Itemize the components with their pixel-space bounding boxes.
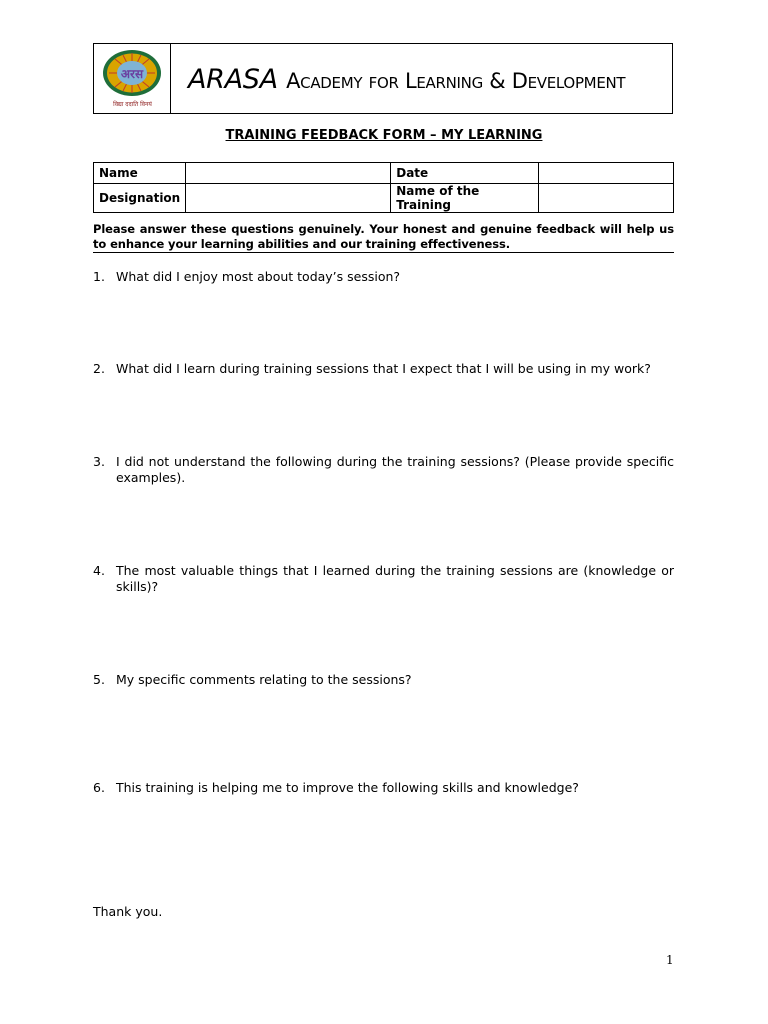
question-text: My specific comments relating to the sessions? [116,672,412,687]
name-label: Name [94,163,186,184]
question-text: I did not understand the following during the training sessions? (Please provide specific examples). [116,454,674,485]
instructions: Please answer these questions genuinely. Your honest and genuine feedback will help us to enhance your learning abilities and our training effectiveness. [93,222,674,251]
question-text: What did I enjoy most about today’s session? [116,269,401,284]
logo-caption: विद्या ददाति विनयं [113,101,152,108]
logo-cell [94,44,171,113]
question-number: 2. [93,361,105,376]
question-number: 1. [93,269,105,284]
table-row [94,184,674,213]
table-row [94,163,674,184]
name-field[interactable] [186,163,391,184]
form-title: TRAINING FEEDBACK FORM – MY LEARNING [225,128,543,143]
question-number: 5. [93,672,105,687]
question-4 [93,563,674,595]
date-label: Date [391,163,539,184]
question-number: 6. [93,780,105,795]
designation-field[interactable] [186,184,391,213]
question-2 [93,361,674,377]
question-5 [93,672,674,688]
question-6 [93,780,674,796]
question-text: What did I learn during training sessions that I expect that I will be using in my work? [116,361,651,376]
training-name-field[interactable] [539,184,674,213]
question-text: The most valuable things that I learned during the training sessions are (knowledge or skills)? [116,563,674,594]
header-box [93,43,673,114]
question-1 [93,269,674,285]
divider [93,252,674,253]
closing-text: Thank you. [93,904,163,919]
org-title [188,64,625,95]
question-3 [93,454,674,486]
info-table [93,162,674,213]
question-number: 3. [93,454,105,469]
question-number: 4. [93,563,105,578]
question-text: This training is helping me to improve the following skills and knowledge? [116,780,579,795]
logo-icon [101,49,163,97]
logo-glyph: अरस [120,67,144,81]
training-name-label: Name of the Training [391,184,539,213]
org-name-rest: Academy for Learning & Development [286,69,626,93]
designation-label: Designation [94,184,186,213]
page-number: 1 [666,953,674,967]
date-field[interactable] [539,163,674,184]
org-name-main: ARASA [188,64,278,95]
